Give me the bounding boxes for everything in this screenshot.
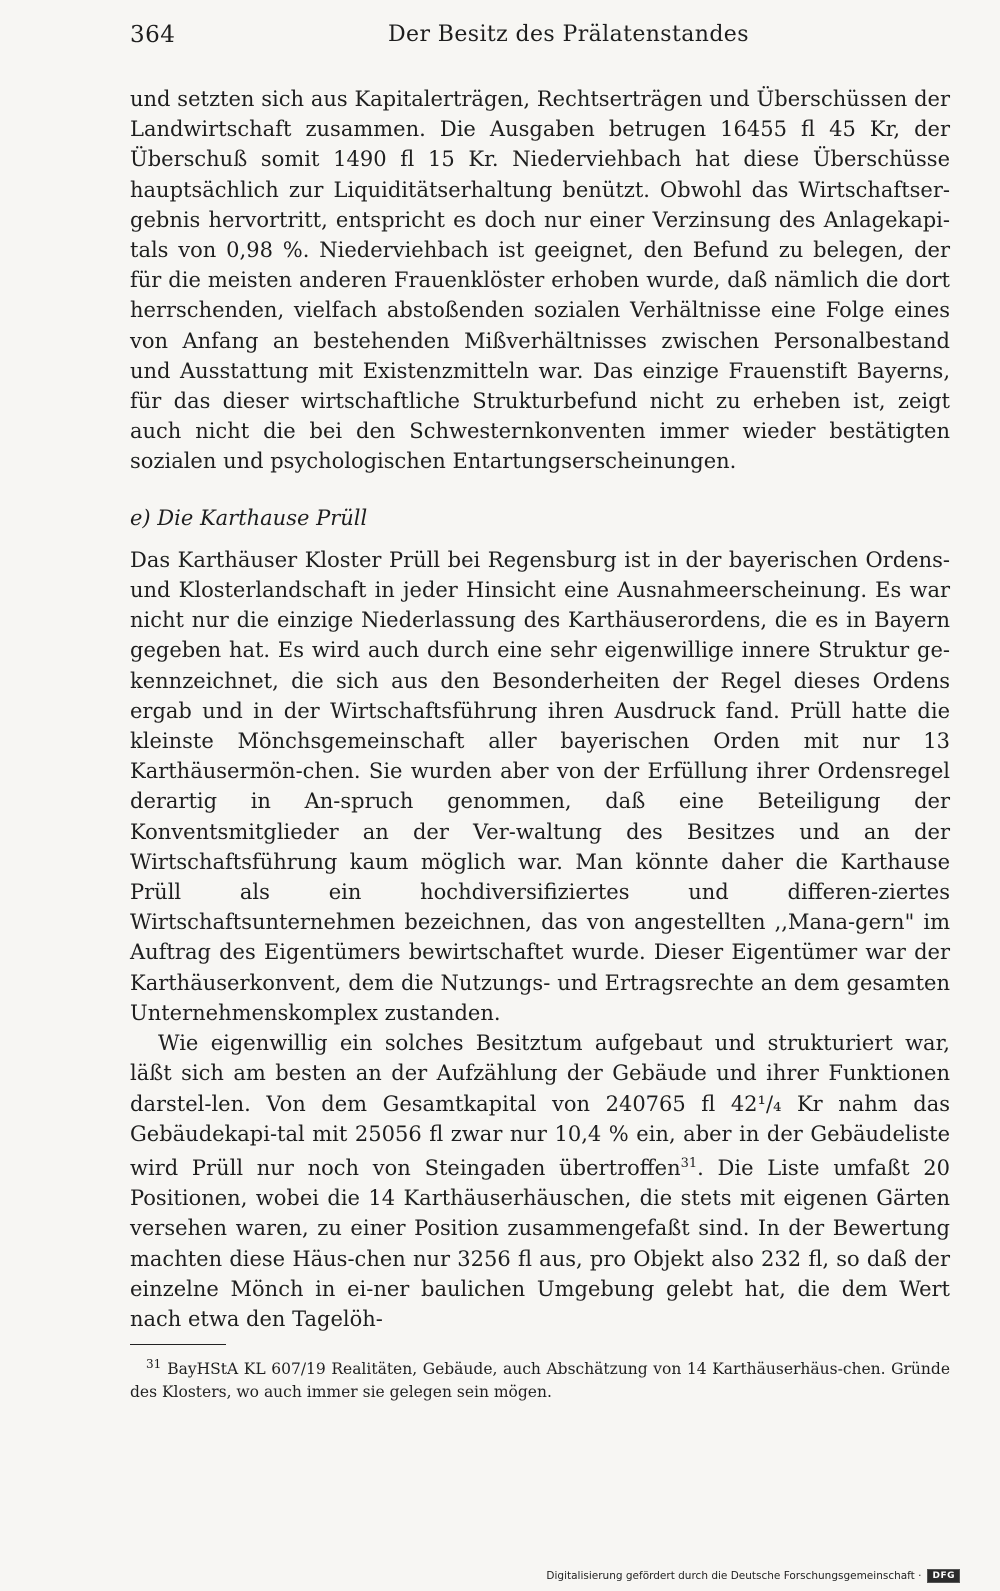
footnote — [130, 1358, 950, 1403]
page-number: 364 — [130, 22, 176, 48]
page-header — [130, 22, 950, 58]
main-text — [130, 84, 950, 1334]
section-heading: e) Die Karthause Prüll — [130, 505, 368, 530]
paragraph — [130, 1028, 950, 1334]
paragraph: und setzten sich aus Kapitalerträgen, Rechtserträgen und Überschüssen der Landwirtschaft zusammen. Die Ausgaben betrugen 16455 fl 45 Kr, der Überschuß somit 1490 fl 15 Kr. Niederviehbach hat diese Überschüsse hauptsächlich zur Liquiditätserhaltung benützt. Obwohl das Wirtschaftser-gebnis hervortritt, entspricht es doch nur einer Verzinsung des Anlagekapi-tals von 0,98 %. Niederviehbach ist geeignet, den Befund zu belegen, der für die meisten anderen Frauenklöster erhoben wurde, daß nämlich die dort herrschenden, vielfach abstoßenden sozialen Verhältnisse eine Folge eines von Anfang an bestehenden Mißverhältnisses zwischen Personalbestand und Ausstattung mit Existenzmitteln war. Das einzige Frauenstift Bayerns, für das dieser wirtschaftliche Strukturbefund nicht zu erheben ist, zeigt auch nicht die bei den Schwesternkonventen immer wieder bestätigten sozialen und psychologischen Entartungserscheinungen. — [130, 87, 950, 474]
paragraph-text: . Die Liste umfaßt 20 Positionen, wobei die 14 Karthäuserhäuschen, die stets mit eigenen Gärten versehen waren, zu einer Position zusammengefaßt sind. In der Bewertung machten diese Häus-chen nur 3256 fl aus, pro Objekt also 232 fl, so daß der einzelne Mönch in ei-ner baulichen Umgebung gelebt hat, die dem Wert nach etwa den Tagelöh- — [130, 1155, 950, 1331]
running-title: Der Besitz des Prälatenstandes — [388, 22, 749, 47]
footnote-divider — [130, 1344, 226, 1345]
credit-text: Digitalisierung gefördert durch die Deutsche Forschungsgemeinschaft · — [546, 1570, 922, 1582]
footnote-number: 31 — [146, 1357, 162, 1371]
footnote-reference: 31 — [680, 1155, 698, 1171]
digitization-credit — [546, 1569, 960, 1583]
paragraph: Das Karthäuser Kloster Prüll bei Regensburg ist in der bayerischen Ordens- und Klosterlandschaft in jeder Hinsicht eine Ausnahmeerscheinung. Es war nicht nur die einzige Niederlassung des Karthäuserordens, die es in Bayern gegeben hat. Es wird auch durch eine sehr eigenwillige innere Struktur ge-kennzeichnet, die sich aus den Besonderheiten der Regel dieses Ordens ergab und in der Wirtschaftsführung ihren Ausdruck fand. Prüll hatte die kleinste Mönchsgemeinschaft aller bayerischen Orden mit nur 13 Karthäusermön-chen. Sie wurden aber von der Erfüllung ihrer Ordensregel derartig in An-spruch genommen, daß eine Beteiligung der Konventsmitglieder an der Ver-waltung des Besitzes und an der Wirtschaftsführung kaum möglich war. Man könnte daher die Karthause Prüll als ein hochdiversifiziertes und differen-ziertes Wirtschaftsunternehmen bezeichnen, das von angestellten ,,Mana-gern" im Auftrag des Eigentümers bewirtschaftet wurde. Dieser Eigentümer war der Karthäuserkonvent, dem die Nutzungs- und Ertragsrechte an dem gesamten Unternehmenskomplex zustanden. — [130, 547, 950, 1025]
dfg-logo: DFG — [927, 1569, 960, 1583]
footnote-text: BayHStA KL 607/19 Realitäten, Gebäude, auch Abschätzung von 14 Karthäuserhäus-chen. Gründe des Klosters, wo auch immer sie gelegen sein mögen. — [130, 1360, 950, 1401]
paragraph-text: Wie eigenwillig ein solches Besitztum aufgebaut und strukturiert war, läßt sich am besten an der Aufzählung der Gebäude und ihrer Funktionen darstel-len. Von dem Gesamtkapital von 240765 fl 42¹/₄ Kr nahm das Gebäudekapi-tal mit 25056 fl zwar nur 10,4 % ein, aber in der Gebäudeliste wird Prüll nur noch von Steingaden übertroffen — [130, 1031, 950, 1180]
